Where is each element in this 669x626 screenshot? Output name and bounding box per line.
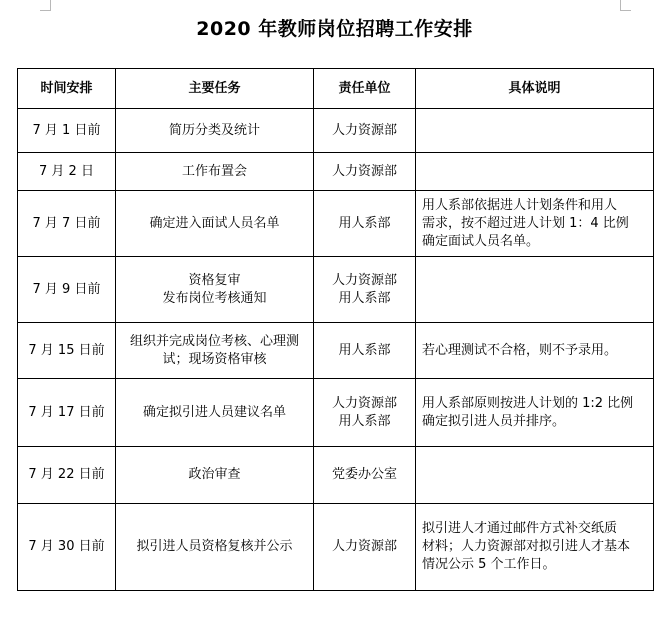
cell-note — [416, 379, 654, 447]
cell-time: 7 月 17 日前 — [18, 379, 116, 447]
unit-text: 党委办公室 — [331, 467, 397, 482]
schedule-table — [17, 68, 654, 591]
note-text: 情况公示 5 个工作日。 — [422, 557, 556, 572]
cell-task — [116, 447, 314, 504]
note-text: 用人系部原则按进人计划的 1:2 比例 — [422, 395, 634, 411]
cell-unit — [314, 379, 416, 447]
unit-text: 用人系部 — [338, 342, 391, 358]
header-unit: 责任单位 — [314, 69, 416, 109]
cell-unit — [314, 109, 416, 153]
cell-task — [116, 191, 314, 257]
unit-text: 用人系部 — [338, 413, 391, 429]
cell-time: 7 月 2 日 — [18, 153, 116, 191]
task-text: 组织并完成岗位考核、心理测 — [129, 333, 299, 349]
task-text: 试；现场资格审核 — [162, 351, 267, 367]
note-text: 用人系部依据进人计划条件和用人 — [422, 197, 618, 213]
cell-note — [416, 257, 654, 323]
header-note: 具体说明 — [416, 69, 654, 109]
cell-note — [416, 153, 654, 191]
cell-time: 7 月 9 日前 — [18, 257, 116, 323]
unit-text: 人力资源部 — [331, 395, 397, 411]
note-text: 若心理测试不合格，则不予录用。 — [422, 342, 618, 358]
cell-time: 7 月 1 日前 — [18, 109, 116, 153]
unit-text: 人力资源部 — [331, 272, 397, 288]
page-corner-mark-right — [620, 0, 631, 11]
task-text: 政治审查 — [188, 467, 241, 482]
unit-text: 用人系部 — [338, 215, 391, 231]
cell-task — [116, 153, 314, 191]
task-text: 确定拟引进人员建议名单 — [142, 404, 286, 420]
document-title: 2020 年教师岗位招聘工作安排 — [196, 18, 473, 40]
note-text: 确定面试人员名单。 — [422, 233, 540, 249]
table-row — [18, 379, 654, 447]
cell-unit — [314, 447, 416, 504]
unit-text: 用人系部 — [338, 290, 391, 306]
cell-note — [416, 109, 654, 153]
cell-note — [416, 323, 654, 379]
cell-note — [416, 191, 654, 257]
note-text: 材料；人力资源部对拟引进人才基本 — [422, 539, 631, 554]
header-time: 时间安排 — [18, 69, 116, 109]
cell-unit — [314, 153, 416, 191]
task-text: 资格复审 — [188, 272, 241, 288]
task-text: 拟引进人员资格复核并公示 — [136, 539, 293, 554]
cell-task — [116, 109, 314, 153]
cell-time: 7 月 7 日前 — [18, 191, 116, 257]
cell-task — [116, 504, 314, 591]
table-row — [18, 323, 654, 379]
task-text: 发布岗位考核通知 — [162, 290, 267, 306]
cell-unit — [314, 191, 416, 257]
cell-task — [116, 323, 314, 379]
unit-text: 人力资源部 — [331, 122, 397, 138]
unit-text: 人力资源部 — [331, 539, 397, 554]
table-row — [18, 257, 654, 323]
cell-time: 7 月 30 日前 — [18, 504, 116, 591]
task-text: 确定进入面试人员名单 — [149, 215, 280, 231]
page-corner-mark-left — [40, 0, 51, 11]
table-row — [18, 504, 654, 591]
table-body — [18, 109, 654, 591]
note-text: 确定拟引进人员并排序。 — [422, 413, 566, 429]
cell-note — [416, 504, 654, 591]
cell-time: 7 月 22 日前 — [18, 447, 116, 504]
cell-task — [116, 379, 314, 447]
header-task: 主要任务 — [116, 69, 314, 109]
task-text: 工作布置会 — [181, 163, 247, 179]
cell-unit — [314, 257, 416, 323]
note-text: 拟引进人才通过邮件方式补交纸质 — [422, 521, 618, 536]
unit-text: 人力资源部 — [331, 163, 397, 179]
note-text: 需求，按不超过进人计划 1：4 比例 — [422, 215, 629, 231]
task-text: 简历分类及统计 — [168, 122, 260, 138]
cell-time: 7 月 15 日前 — [18, 323, 116, 379]
cell-unit — [314, 323, 416, 379]
table-row — [18, 447, 654, 504]
cell-task — [116, 257, 314, 323]
cell-note — [416, 447, 654, 504]
table-header-row — [18, 69, 654, 109]
table-row — [18, 191, 654, 257]
cell-unit — [314, 504, 416, 591]
table-row — [18, 109, 654, 153]
table-row — [18, 153, 654, 191]
